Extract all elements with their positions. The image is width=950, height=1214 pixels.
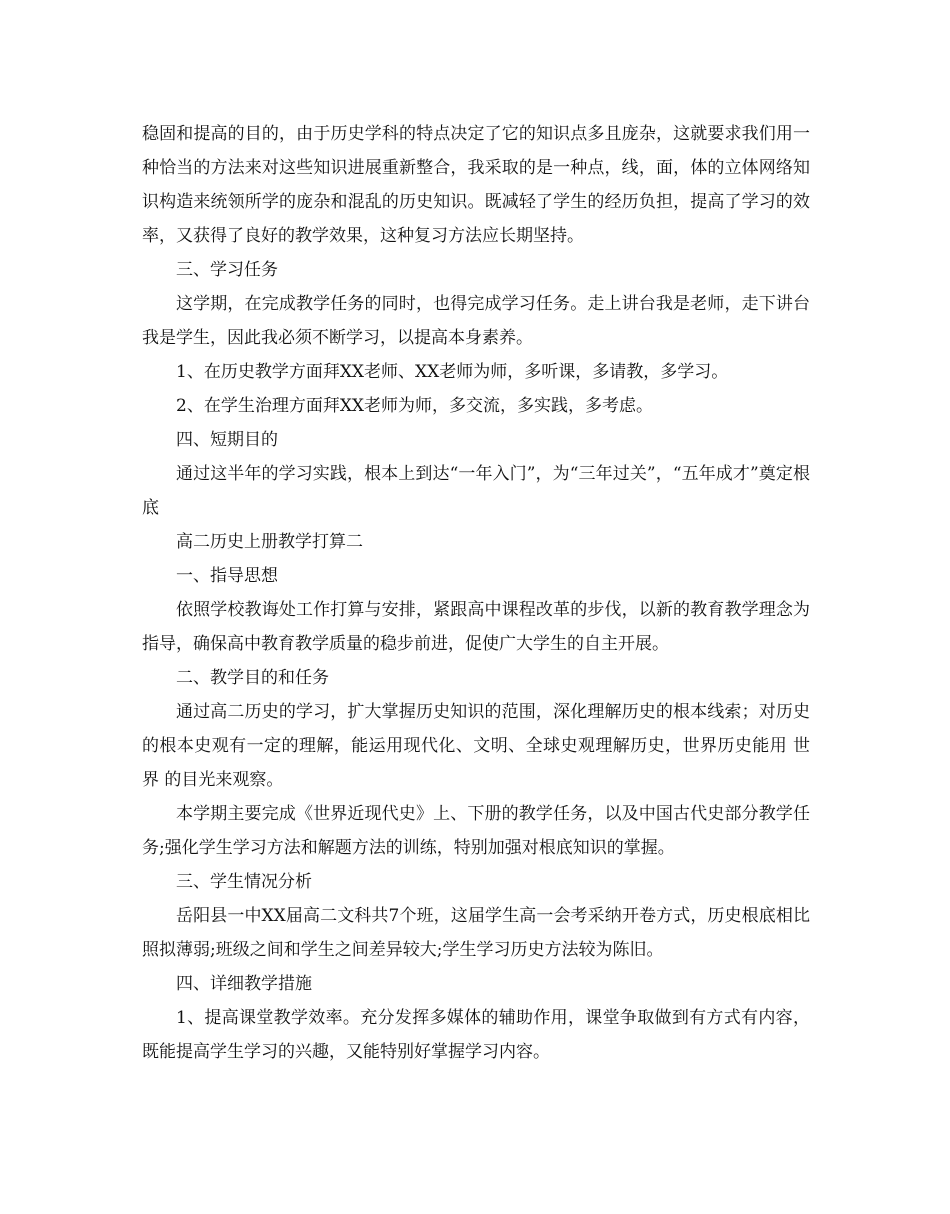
list-item-student-management: 2、在学生治理方面拜XX老师为师，多交流，多实践，多考虑。 — [176, 396, 654, 416]
list-item-history-teaching: 1、在历史教学方面拜XX老师、XX老师为师，多听课，多请教，多学习。 — [176, 362, 729, 382]
section-heading-short-term-goal: 四、短期目的 — [176, 430, 278, 450]
paragraph-continuation: 稳固和提高的目的，由于历史学科的特点决定了它的知识点多且庞杂，这就要求我们用一种恰当的方法来对这些知识进展重新整合，我采取的是一种点，线，面，体的立体网络知识构造来统领所学的庞杂和混乱的历史知识。既减轻了学生的经历负担，提高了学习的效率，又获得了良好的教学效果，这种复习方法应长期坚持。 — [142, 124, 810, 246]
section-heading-student-analysis: 三、学生情况分析 — [176, 872, 312, 892]
section-heading-teaching-measures: 四、详细教学措施 — [176, 974, 312, 994]
paragraph-teaching-goals: 通过高二历史的学习，扩大掌握历史知识的范围，深化理解历史的根本线索；对历史的根本史观有一定的理解，能运用现代化、文明、全球史观理解历史，世界历史能用 世界 的目光来观察。 — [142, 702, 810, 790]
document-subtitle-plan-two: 高二历史上册教学打算二 — [176, 532, 363, 552]
paragraph-learning-tasks: 这学期，在完成教学任务的同时，也得完成学习任务。走上讲台我是老师，走下讲台我是学生，因此我必须不断学习，以提高本身素养。 — [142, 294, 810, 348]
document-page — [142, 117, 810, 1069]
section-heading-teaching-goals: 二、教学目的和任务 — [176, 668, 329, 688]
section-heading-learning-tasks: 三、学习任务 — [176, 260, 278, 280]
paragraph-semester-tasks: 本学期主要完成《世界近现代史》上、下册的教学任务，以及中国古代史部分教学任务;强化学生学习方法和解题方法的训练，特别加强对根底知识的掌握。 — [142, 804, 810, 858]
section-heading-guiding-ideology: 一、指导思想 — [176, 566, 278, 586]
paragraph-guiding-ideology: 依照学校教诲处工作打算与安排，紧跟高中课程改革的步伐，以新的教育教学理念为指导，确保高中教育教学质量的稳步前进，促使广大学生的自主开展。 — [142, 600, 810, 654]
paragraph-teaching-measure-1: 1、提高课堂教学效率。充分发挥多媒体的辅助作用，课堂争取做到有方式有内容，既能提高学生学习的兴趣，又能特别好掌握学习内容。 — [142, 1008, 810, 1062]
paragraph-short-term-goal: 通过这半年的学习实践，根本上到达“一年入门”，为“三年过关”，“五年成才”奠定根底 — [142, 464, 810, 518]
paragraph-student-analysis: 岳阳县一中XX届高二文科共7个班，这届学生高一会考采纳开卷方式，历史根底相比照拟薄弱;班级之间和学生之间差异较大;学生学习历史方法较为陈旧。 — [142, 906, 810, 960]
